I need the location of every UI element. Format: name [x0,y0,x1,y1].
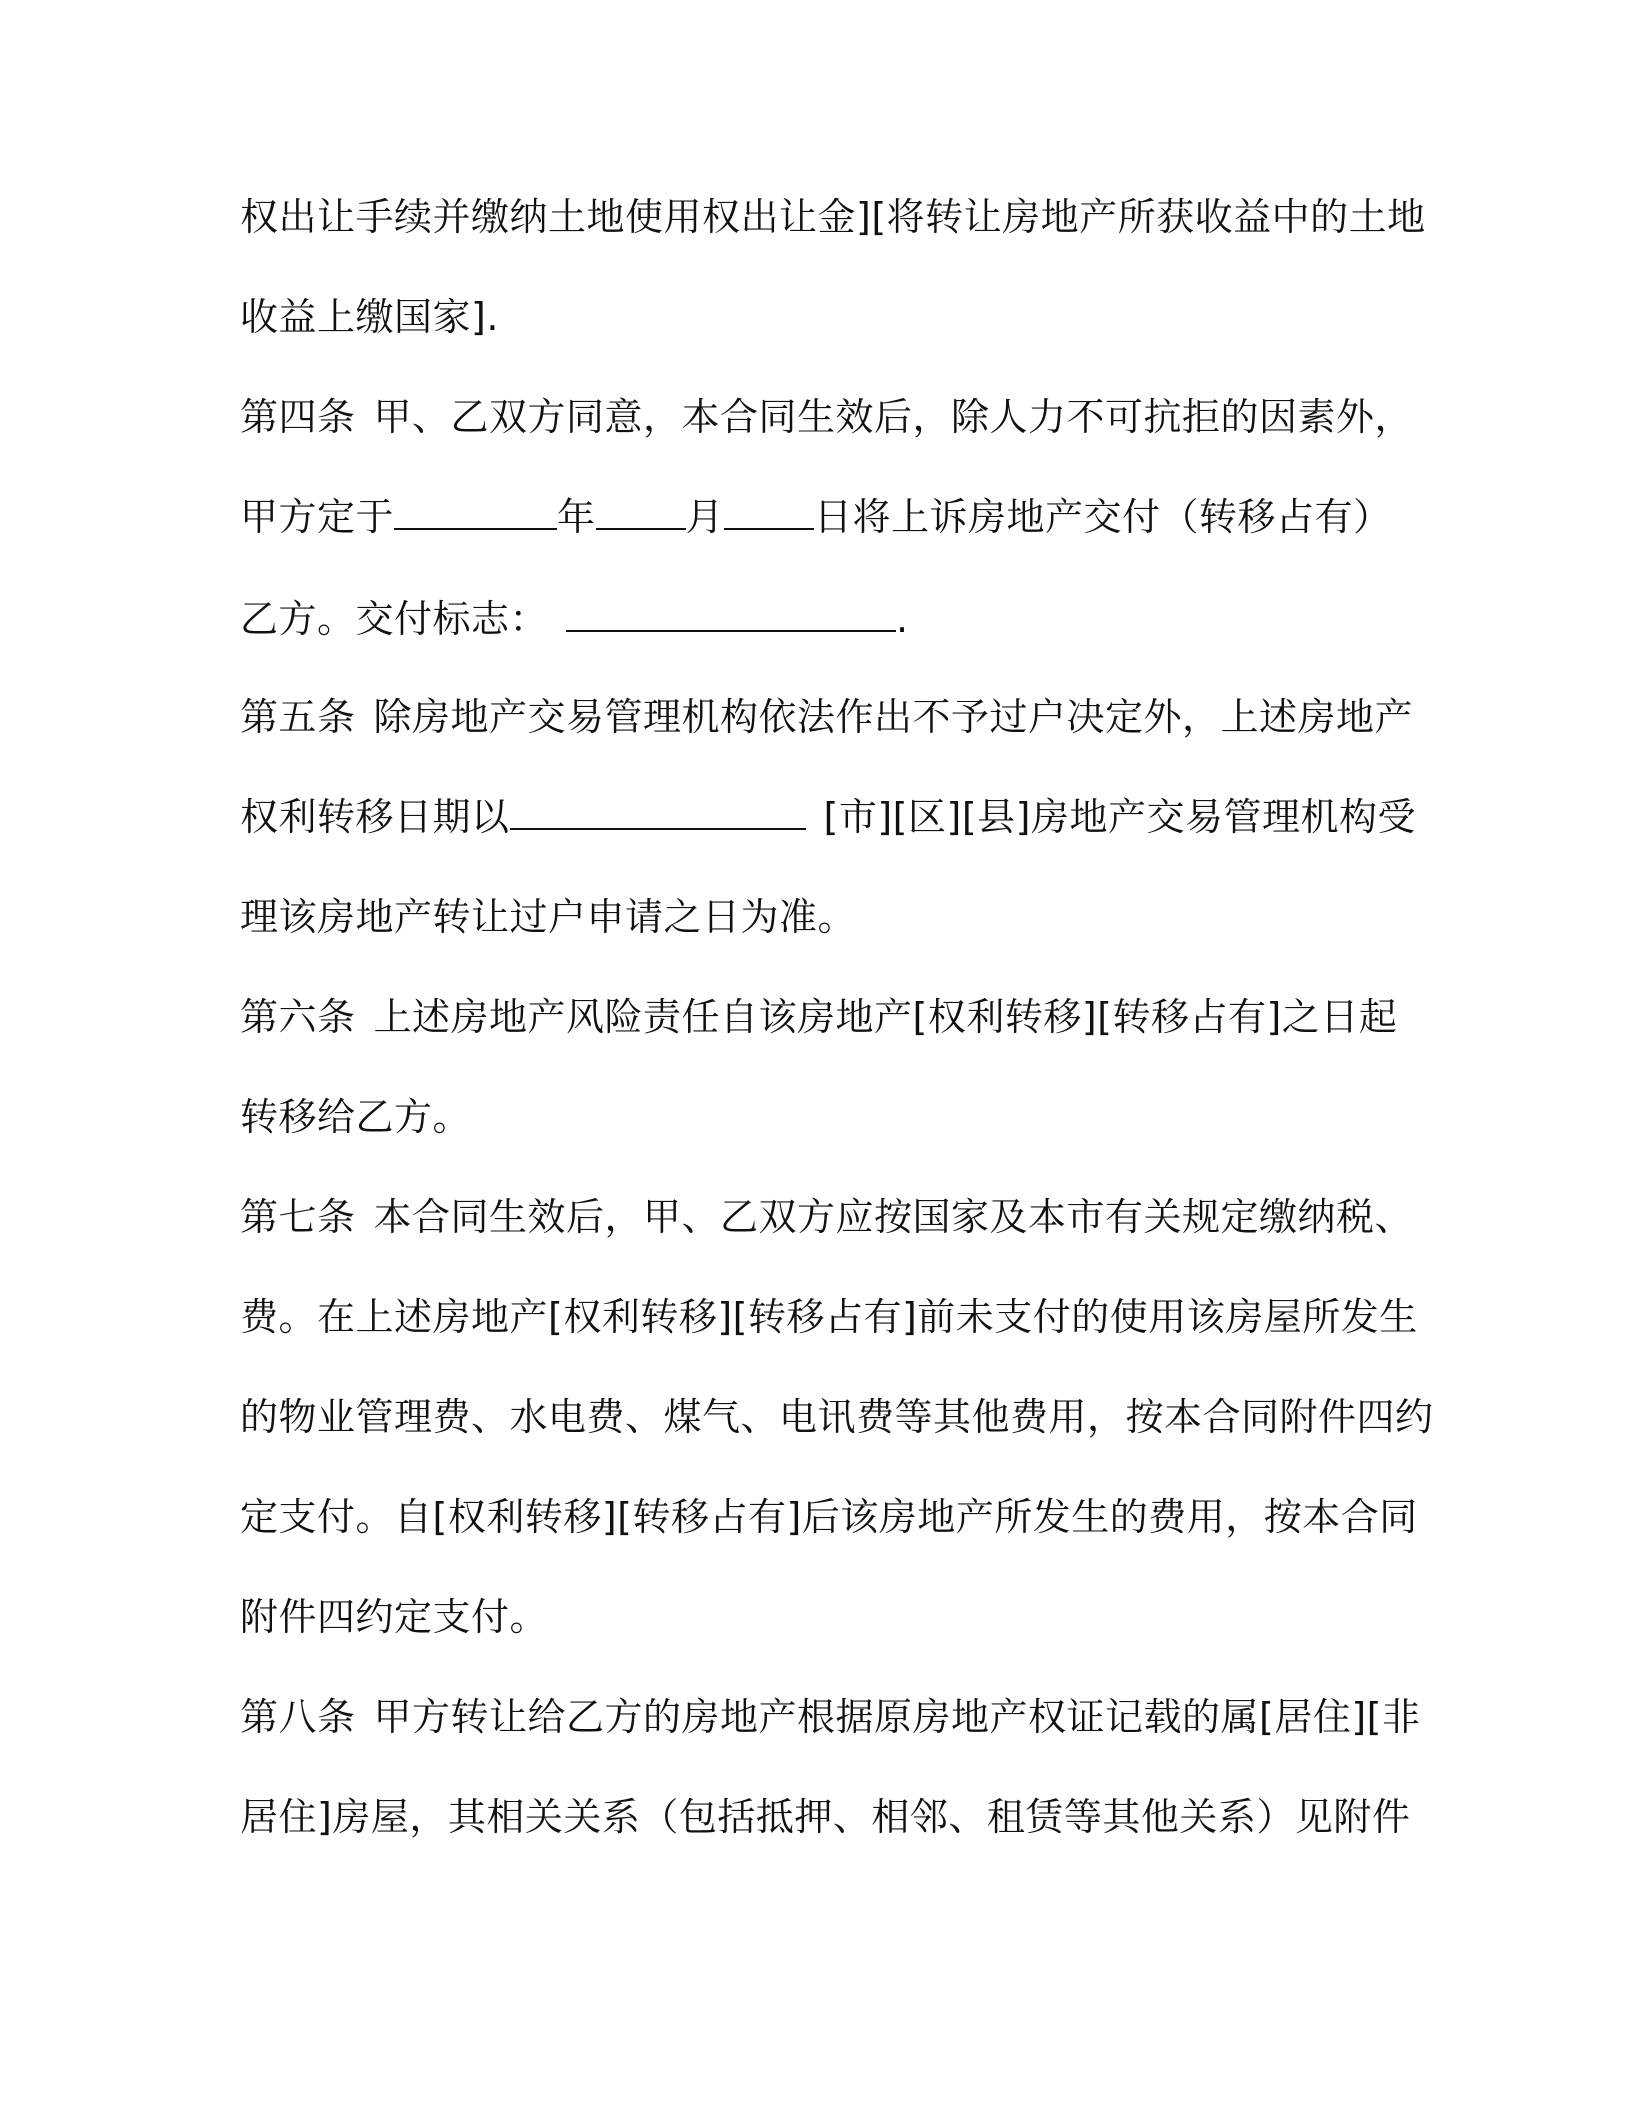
article-8-line [240,1693,1421,1741]
text-line [240,893,856,941]
delivery-mark-blank [566,596,896,632]
line-text: 理该房地产转让过户申请之日为准。 [240,895,857,939]
line-text: 权利转移日期以 [240,795,510,839]
line-text: 费。在上述房地产[权利转移][转移占有]前未支付的使用该房屋所发生 [240,1295,1418,1339]
article-6-line [240,993,1397,1041]
article-5-line [240,693,1413,741]
line-text: 居住]房屋，其相关关系（包括抵押、相邻、租赁等其他关系）见附件 [240,1795,1411,1839]
article-7-line [240,1193,1413,1241]
article-number: 第五条 [240,695,356,739]
article-number: 第八条 [240,1695,356,1739]
line-text: 上述房地产风险责任自该房地产[权利转移][转移占有]之日起 [373,995,1398,1039]
text-line [240,293,499,341]
line-text: 的物业管理费、水电费、煤气、电讯费等其他费用，按本合同附件四约 [240,1395,1434,1439]
article-number: 第六条 [240,995,356,1039]
month-label: 月 [685,495,725,539]
line-text: [市][区][县]房地产交易管理机构受 [823,795,1416,839]
text-line [240,1593,548,1641]
line-text: 除房地产交易管理机构依法作出不予过户决定外，上述房地产 [373,695,1414,739]
year-blank [394,494,557,530]
line-text: 定支付。自[权利转移][转移占有]后该房地产所发生的费用，按本合同 [240,1495,1418,1539]
line-text: 甲方定于 [240,495,395,539]
text-line [240,1093,471,1141]
line-text: . [896,597,909,641]
text-line [240,193,1426,241]
line-text: 甲、乙双方同意，本合同生效后，除人力不可抗拒的因素外， [373,395,1414,439]
line-text: 甲方转让给乙方的房地产根据原房地产权证记载的属[居住][非 [373,1695,1421,1739]
line-text: 转移给乙方。 [240,1095,472,1139]
text-line [240,493,1392,541]
text-line [240,595,909,643]
year-label: 年 [557,495,596,539]
text-line [240,793,1416,841]
transfer-date-blank [510,794,806,830]
article-4-line [240,393,1413,441]
text-line [240,1293,1418,1341]
line-text: 乙方。交付标志： [240,597,549,641]
line-text: 日将上诉房地产交付（转移占有） [814,495,1392,539]
text-line [240,1793,1410,1841]
line-text: 收益上缴国家]. [240,295,499,339]
article-number: 第七条 [240,1195,356,1239]
line-text: 本合同生效后，甲、乙双方应按国家及本市有关规定缴纳税、 [373,1195,1414,1239]
article-number: 第四条 [240,395,356,439]
month-blank [596,494,686,530]
line-text: 权出让手续并缴纳土地使用权出让金][将转让房地产所获收益中的土地 [240,195,1426,239]
line-text: 附件四约定支付。 [240,1595,549,1639]
text-line [240,1393,1434,1441]
day-blank [724,494,814,530]
text-line [240,1493,1418,1541]
